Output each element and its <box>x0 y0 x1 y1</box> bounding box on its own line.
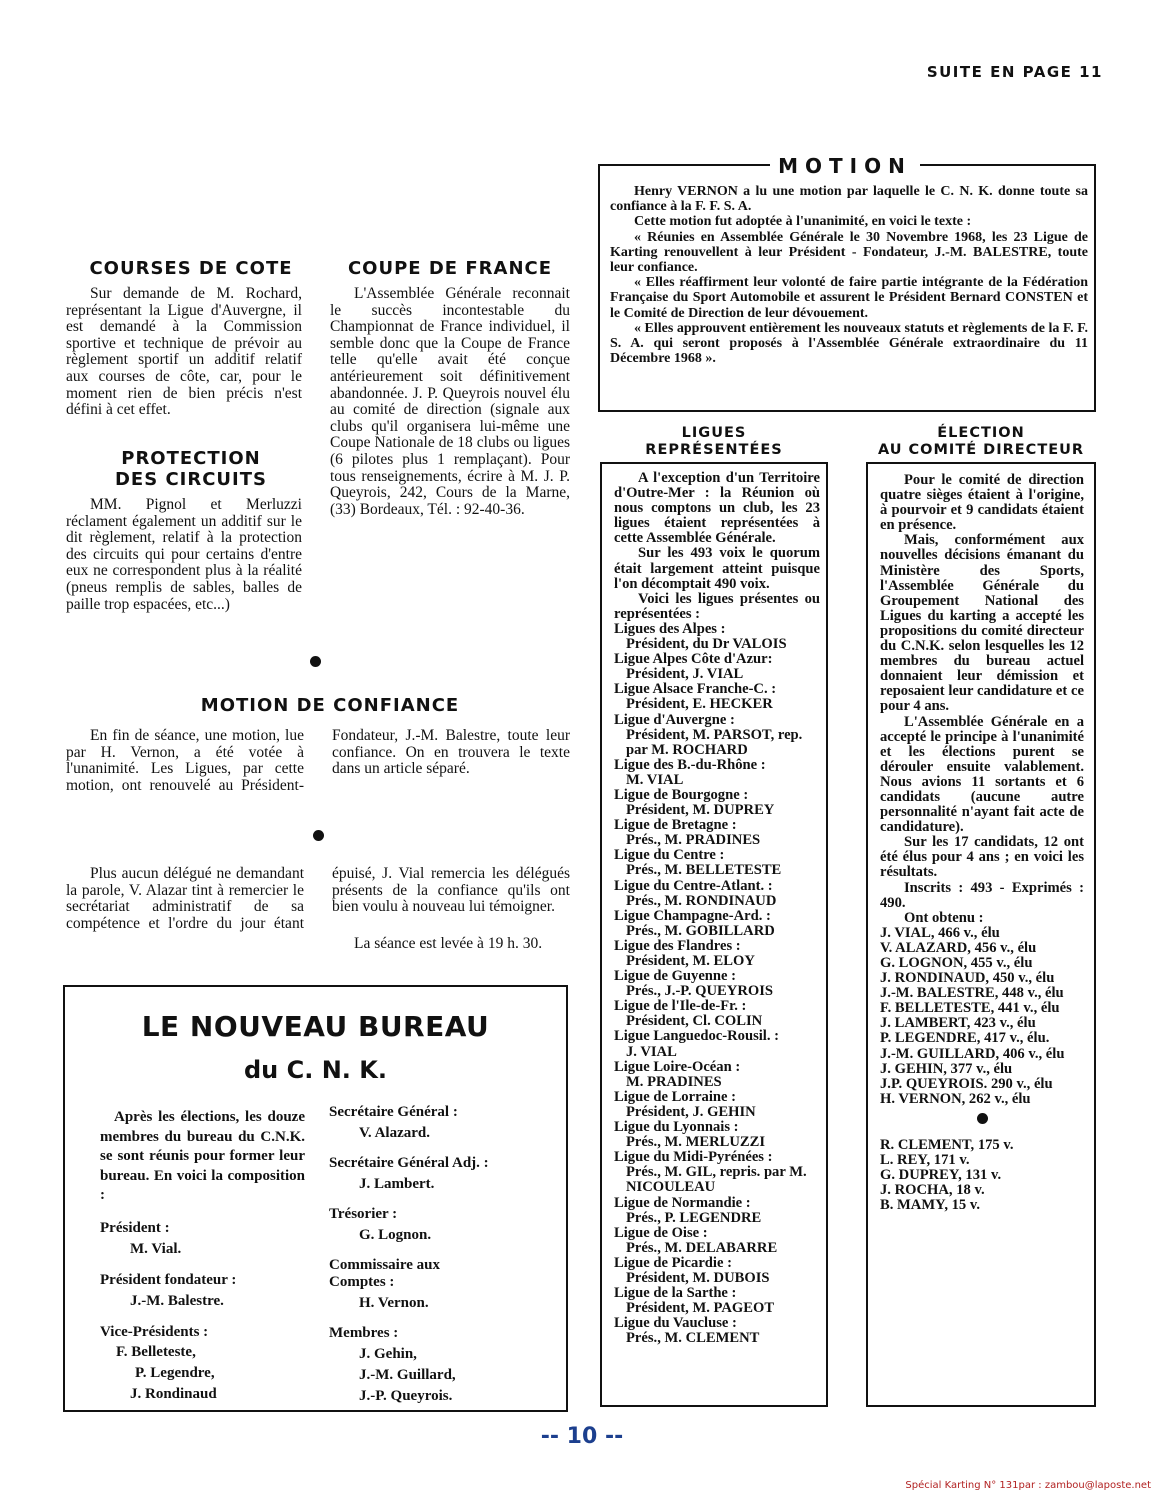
ligue-name: Ligue de Normandie : <box>614 1194 751 1211</box>
motion-paragraph: Cette motion fut adoptée à l'unanimité, en voici le texte : <box>634 214 972 230</box>
result-line: J.-M. GUILLARD, 406 v., élu <box>880 1045 1065 1062</box>
ligue-president: J. VIAL <box>626 1043 677 1060</box>
motion-paragraph: « Réunies en Assemblée Générale le 30 Novembre 1968, les 23 Ligue de Karting renouvellent à leur Président - Fondateur, J.-M. BALESTRE, toute leur confiance. <box>610 229 1088 276</box>
bureau-role-label: Secrétaire Général Adj. : <box>329 1155 489 1171</box>
ligue-name: Ligue de l'Ile-de-Fr. : <box>614 998 747 1015</box>
ligue-name: Ligue des Flandres : <box>614 937 741 954</box>
election-paragraph: Mais, conformément aux nouvelles décisions émanant du Ministère des Sports, l'Assemblée Générale du Groupement National des Ligues du karting a accepté les propositions du comité directeur du C.N.K. selon lesquelles les 12 membres du bureau actuel donnaient leur démission et reposaient leur candidature et ce pour 4 ans. <box>880 532 1084 715</box>
ligue-president: Président, M. PAGEOT <box>626 1300 775 1317</box>
footer-credit: Spécial Karting N° 131par : zambou@laposte.net <box>905 1480 1151 1491</box>
result-line: J.-M. BALESTRE, 448 v., élu <box>880 985 1064 1002</box>
ligue-name: Ligue Champagne-Ard. : <box>614 907 771 924</box>
ligue-name: Ligue du Vaucluse : <box>614 1315 737 1332</box>
result-line: P. LEGENDRE, 417 v., élu. <box>880 1030 1050 1047</box>
result-line: J. ROCHA, 18 v. <box>880 1182 985 1199</box>
bureau-member: J.-M. Balestre. <box>130 1292 224 1309</box>
bureau-intro: Après les élections, les douze membres du bureau du C.N.K. se sont réunis pour former leur bureau. En voici la composition : <box>100 1109 305 1203</box>
bureau-member: J. Lambert. <box>359 1176 435 1192</box>
election-paragraph: L'Assemblée Générale en a accepté le principe à l'unanimité et les élections purent se dérouler ensuite valablement. Nous avions 11 sortants et 6 candidats (aucune autre personnalité n'ayant fait acte de candidature). <box>880 713 1084 836</box>
bureau-role-label: Trésorier : <box>329 1206 398 1222</box>
election-elus-list <box>880 926 1084 1107</box>
ligues-title-line: REPRÉSENTÉES <box>645 442 783 458</box>
bureau-member: P. Legendre, <box>135 1364 215 1381</box>
bureau-member: J.-P. Queyrois. <box>359 1388 453 1404</box>
bureau-subtitle: du C. N. K. <box>244 1056 387 1084</box>
motion-paragraph: Henry VERNON a lu une motion par laquelle le C. N. K. donne toute sa confiance à la F. F. S. A. <box>610 184 1088 215</box>
ligue-president: Président, M. ELOY <box>626 953 755 969</box>
bureau-role-label: Vice-Présidents : <box>100 1323 209 1340</box>
ligue-president: Prés., M. RONDINAUD <box>626 892 777 909</box>
separator-bullet <box>313 830 324 841</box>
ligue-name: Ligues des Alpes : <box>614 620 726 637</box>
ligue-president: Président, M. PARSOT, rep. par M. ROCHARD <box>626 726 803 758</box>
bureau-role-label: Président : <box>100 1219 170 1236</box>
page-number: -- 10 -- <box>540 1424 624 1449</box>
result-line: J. LAMBERT, 423 v., élu <box>880 1015 1036 1032</box>
bureau-member: V. Alazard. <box>359 1125 430 1141</box>
motion-text <box>610 184 1088 366</box>
ligue-name: Ligue des B.-du-Rhône : <box>614 756 766 773</box>
ligue-name: Ligue de Lorraine : <box>614 1088 737 1105</box>
bureau-member: J. Rondinaud <box>130 1385 217 1402</box>
ligues-intro: Sur les 493 voix le quorum était largement atteint puisque l'on décomptait 490 voix. <box>614 545 820 592</box>
ligue-president: Prés., M. DELABARRE <box>626 1239 778 1256</box>
protection-title <box>66 448 316 490</box>
cloture-paragraph: Plus aucun délégué ne demandant la parole, V. Alazar tint à remercier le secrétariat administratif de sa compétence et l'ordre du jour étant épuisé, J. Vial remercia les délégués présents de la confiance qu'ils ont bien voulu à nouveau lui témoigner. <box>66 865 570 932</box>
election-title-line: AU COMITÉ DIRECTEUR <box>877 442 1085 458</box>
ligue-president: Prés., J.-P. QUEYROIS <box>626 983 774 1000</box>
protection-title-line: DES CIRCUITS <box>114 469 267 490</box>
bureau-member: M. Vial. <box>130 1240 182 1257</box>
ligue-president: M. VIAL <box>626 771 684 788</box>
ligue-president: Prés., M. BELLETESTE <box>626 862 782 879</box>
result-line: R. CLEMENT, 175 v. <box>880 1136 1014 1153</box>
bureau-role-label: Secrétaire Général : <box>329 1104 458 1120</box>
ligue-president: M. PRADINES <box>626 1073 722 1090</box>
ligue-president: Président, J. GEHIN <box>626 1103 756 1120</box>
ligue-name: Ligue du Lyonnais : <box>614 1119 739 1136</box>
separator-bullet <box>977 1113 988 1124</box>
ligue-president: Président, J. VIAL <box>626 666 744 683</box>
bureau-role-label: Commissaire aux Comptes : <box>329 1257 440 1290</box>
ligue-name: Ligue de la Sarthe : <box>614 1285 737 1302</box>
ligue-name: Ligue de Bretagne : <box>614 817 737 834</box>
bureau-member: J. Gehin, <box>359 1346 417 1362</box>
election-title <box>866 425 1096 459</box>
ligues-content <box>614 471 820 1346</box>
motion-confiance-title: MOTION DE CONFIANCE <box>200 695 460 716</box>
bureau-right-column <box>329 1104 549 1405</box>
result-line: L. REY, 171 v. <box>880 1152 970 1169</box>
coupe-france-text: L'Assemblée Générale reconnait le succès incontestable du Championnat de France individuel, il semble donc que la Coupe de France telle qu'elle avait été conçue antérieurement soit définitivement abandonnée. J. P. Queyrois nouvel élu au comité de direction (signale aux clubs qu'il organisera lui-même une Coupe Nationale de 18 clubs ou ligues (6 pilotes plus 1 remplaçant). Pour tous renseignements, écrire à M. J. P. Queyrois, 242, Cours de la Marne, (33) Bordeaux, Tél. : 92-40-36. <box>330 285 570 518</box>
result-line: V. ALAZARD, 456 v., élu <box>880 939 1037 956</box>
ligues-title <box>600 425 828 459</box>
ligue-president: Prés., M. GOBILLARD <box>626 922 775 939</box>
bureau-role-label: Président fondateur : <box>100 1271 237 1288</box>
ligue-name: Ligue du Midi-Pyrénées : <box>614 1149 773 1166</box>
protection-title-line: PROTECTION <box>121 448 261 469</box>
protection-text: MM. Pignol et Merluzzi réclament également un additif sur le dit règlement, relatif à la protection des circuits qui pour certains d'entre eux ne correspondent plus à la réalité (pneus remplis de sables, balles de paille trop espacées, etc...) <box>66 496 302 613</box>
ligue-president: Président, M. DUPREY <box>626 802 775 819</box>
ligue-name: Ligue Loire-Océan : <box>614 1058 741 1075</box>
separator-bullet <box>310 656 321 667</box>
ligues-title-line: LIGUES <box>681 425 747 441</box>
ligue-name: Ligue de Bourgogne : <box>614 786 749 803</box>
election-non-elus-list <box>880 1138 1084 1213</box>
election-obtenu: Ont obtenu : <box>904 909 984 926</box>
ligue-president: Président, M. DUBOIS <box>626 1269 770 1286</box>
ligue-president: Président, Cl. COLIN <box>626 1013 763 1030</box>
ligue-name: Ligue Alpes Côte d'Azur: <box>614 651 773 668</box>
ligue-president: Prés., M. PRADINES <box>626 832 761 849</box>
ligue-name: Ligue de Guyenne : <box>614 968 737 985</box>
election-paragraph: Pour le comité de direction quatre sièges étaient à l'origine, à pourvoir et 9 candidats étaient en présence. <box>880 472 1084 534</box>
bureau-member: J.-M. Guillard, <box>359 1367 456 1383</box>
ligue-president: Président, du Dr VALOIS <box>626 636 787 653</box>
result-line: B. MAMY, 15 v. <box>880 1197 980 1214</box>
result-line: H. VERNON, 262 v., élu <box>880 1090 1031 1107</box>
ligue-president: Prés., M. MERLUZZI <box>626 1134 766 1151</box>
courses-cote-title: COURSES DE COTE <box>89 258 293 279</box>
election-inscrits: Inscrits : 493 - Exprimés : 490. <box>880 879 1084 911</box>
ligues-list <box>614 622 820 1347</box>
bureau-left-column <box>100 1108 305 1403</box>
bureau-title: LE NOUVEAU BUREAU <box>141 1010 490 1043</box>
result-line: G. LOGNON, 455 v., élu <box>880 955 1033 971</box>
result-line: J. RONDINAUD, 450 v., élu <box>880 970 1055 987</box>
bureau-role-label: Membres : <box>329 1325 399 1341</box>
motion-paragraph: « Elles réaffirment leur volonté de faire partie intégrante de la Fédération Française du Sport Automobile et assurent le Président Bernard CONSTEN et le Comité de Direction de leur dévouement. <box>610 275 1088 321</box>
ligue-president: Président, E. HECKER <box>626 696 773 713</box>
election-content <box>880 473 1084 1213</box>
ligue-name: Ligue de Picardie : <box>614 1254 732 1271</box>
ligue-name: Ligue Alsace Franche-C. : <box>614 681 777 698</box>
result-line: J. GEHIN, 377 v., élu <box>880 1060 1013 1077</box>
result-line: J.P. QUEYROIS. 290 v., élu <box>880 1075 1053 1092</box>
election-title-line: ÉLECTION <box>937 425 1025 441</box>
cloture-text <box>66 866 570 932</box>
result-line: J. VIAL, 466 v., élu <box>880 924 1000 941</box>
ligue-name: Ligue de Oise : <box>614 1224 708 1241</box>
continued-page-label: SUITE EN PAGE 11 <box>926 63 1103 81</box>
ligues-intro: Voici les ligues présentes ou représentées : <box>614 590 820 622</box>
bureau-member: F. Belleteste, <box>116 1343 196 1360</box>
ligue-name: Ligue du Centre : <box>614 847 725 864</box>
seance-text: La séance est levée à 19 h. 30. <box>354 935 543 952</box>
bureau-member: G. Lognon. <box>359 1227 432 1243</box>
motion-title: MOTION <box>770 154 920 178</box>
bureau-member: H. Vernon. <box>359 1295 429 1311</box>
ligue-name: Ligue d'Auvergne : <box>614 711 735 728</box>
ligue-president: Prés., P. LEGENDRE <box>626 1209 762 1226</box>
motion-paragraph: « Elles approuvent entièrement les nouveaux statuts et règlements de la F. F. S. A. qui seront proposés à l'Assemblée Générale extraordinaire du 11 Décembre 1968 ». <box>610 320 1088 367</box>
ligue-president: Prés., M. GIL, repris. par M. NICOULEAU <box>626 1164 807 1196</box>
election-paragraph: Sur les 17 candidats, 12 ont été élus pour 4 ans ; en voici les résultats. <box>880 834 1084 881</box>
coupe-france-title: COUPE DE FRANCE <box>347 258 553 279</box>
ligue-name: Ligue Languedoc-Rousil. : <box>614 1028 780 1045</box>
ligue-name: Ligue du Centre-Atlant. : <box>614 877 773 894</box>
motion-confiance-text: En fin de séance, une motion, lue par H. Vernon, a été votée à l'unanimité. Les Ligues, par cette motion, ont renouvelé au Président-Fondateur, J.-M. Balestre, toute leur confiance. On en trouvera le texte dans un article séparé. <box>66 727 570 794</box>
result-line: G. DUPREY, 131 v. <box>880 1167 1002 1184</box>
ligue-president: Prés., M. CLEMENT <box>626 1330 760 1347</box>
result-line: F. BELLETESTE, 441 v., élu <box>880 1000 1060 1017</box>
courses-cote-text: Sur demande de M. Rochard, représentant la Ligue d'Auvergne, il est demandé à la Commission sportive et technique de prévoir au règlement sportif un additif relatif aux courses de côte, car, pour le moment rien de bien précis n'est défini à cet effet. <box>66 285 302 419</box>
ligues-intro: A l'exception d'un Territoire d'Outre-Mer : la Réunion où nous comptons un club, les 23 ligues étaient représentées à cette Assemblée Générale. <box>614 470 820 547</box>
